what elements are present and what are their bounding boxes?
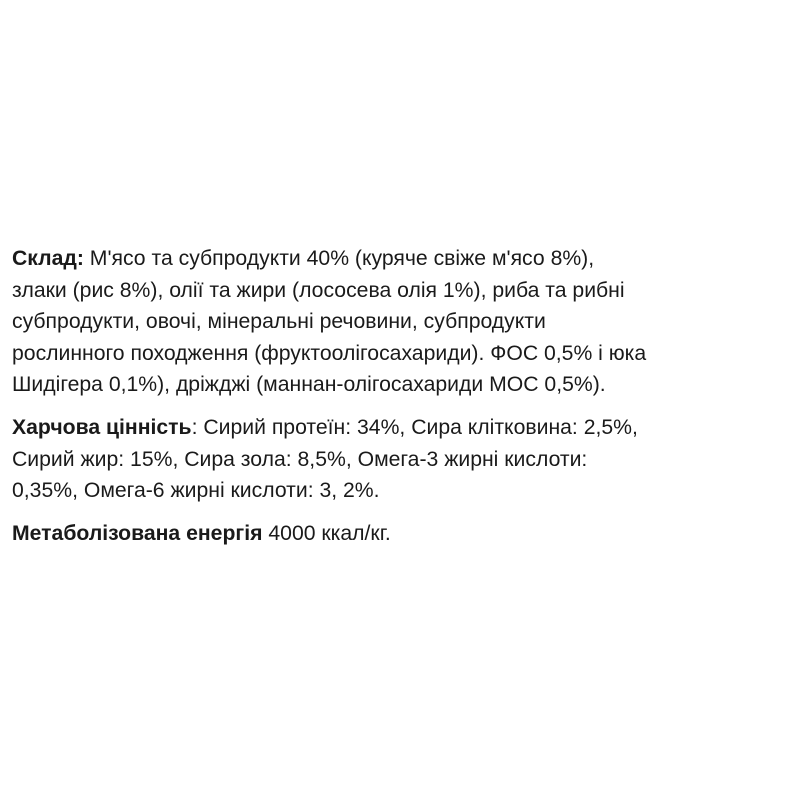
energy-section bbox=[12, 518, 792, 550]
composition-text: М'ясо та субпродукти 40% (куряче свіже м'ясо 8%), bbox=[83, 247, 595, 270]
composition-line-5: Шидігера 0,1%), дріжджі (маннан-олігосахариди МОС 0,5%). bbox=[12, 373, 606, 397]
nutrition-label: Харчова цінність bbox=[12, 415, 192, 439]
energy-value: 4000 ккал/кг. bbox=[262, 521, 391, 545]
composition-line-2: злаки (рис 8%), олії та жири (лососева олія 1%), риба та рибні bbox=[12, 278, 625, 302]
nutrition-text: : Сирий протеїн: 34%, Сира клітковина: 2,5%, bbox=[191, 415, 638, 439]
composition-line-4: рослинного походження (фруктоолігосахариди). ФОС 0,5% і юка bbox=[12, 341, 647, 365]
energy-label: Метаболізована енергія bbox=[12, 521, 263, 545]
composition-line-1 bbox=[12, 243, 792, 275]
composition-label: Склад: bbox=[12, 247, 84, 270]
nutrition-line-2: Сирий жир: 15%, Сира зола: 8,5%, Омега-3 жирні кислоти: bbox=[12, 447, 588, 471]
composition-section bbox=[12, 243, 792, 401]
nutrition-line-3: 0,35%, Омега-6 жирні кислоти: 3, 2%. bbox=[12, 479, 380, 503]
energy-line bbox=[12, 518, 792, 550]
nutrition-line-1 bbox=[12, 412, 792, 444]
composition-line-3: субпродукти, овочі, мінеральні речовини, субпродукти bbox=[12, 310, 546, 334]
product-description bbox=[12, 243, 792, 549]
nutrition-section bbox=[12, 412, 792, 507]
